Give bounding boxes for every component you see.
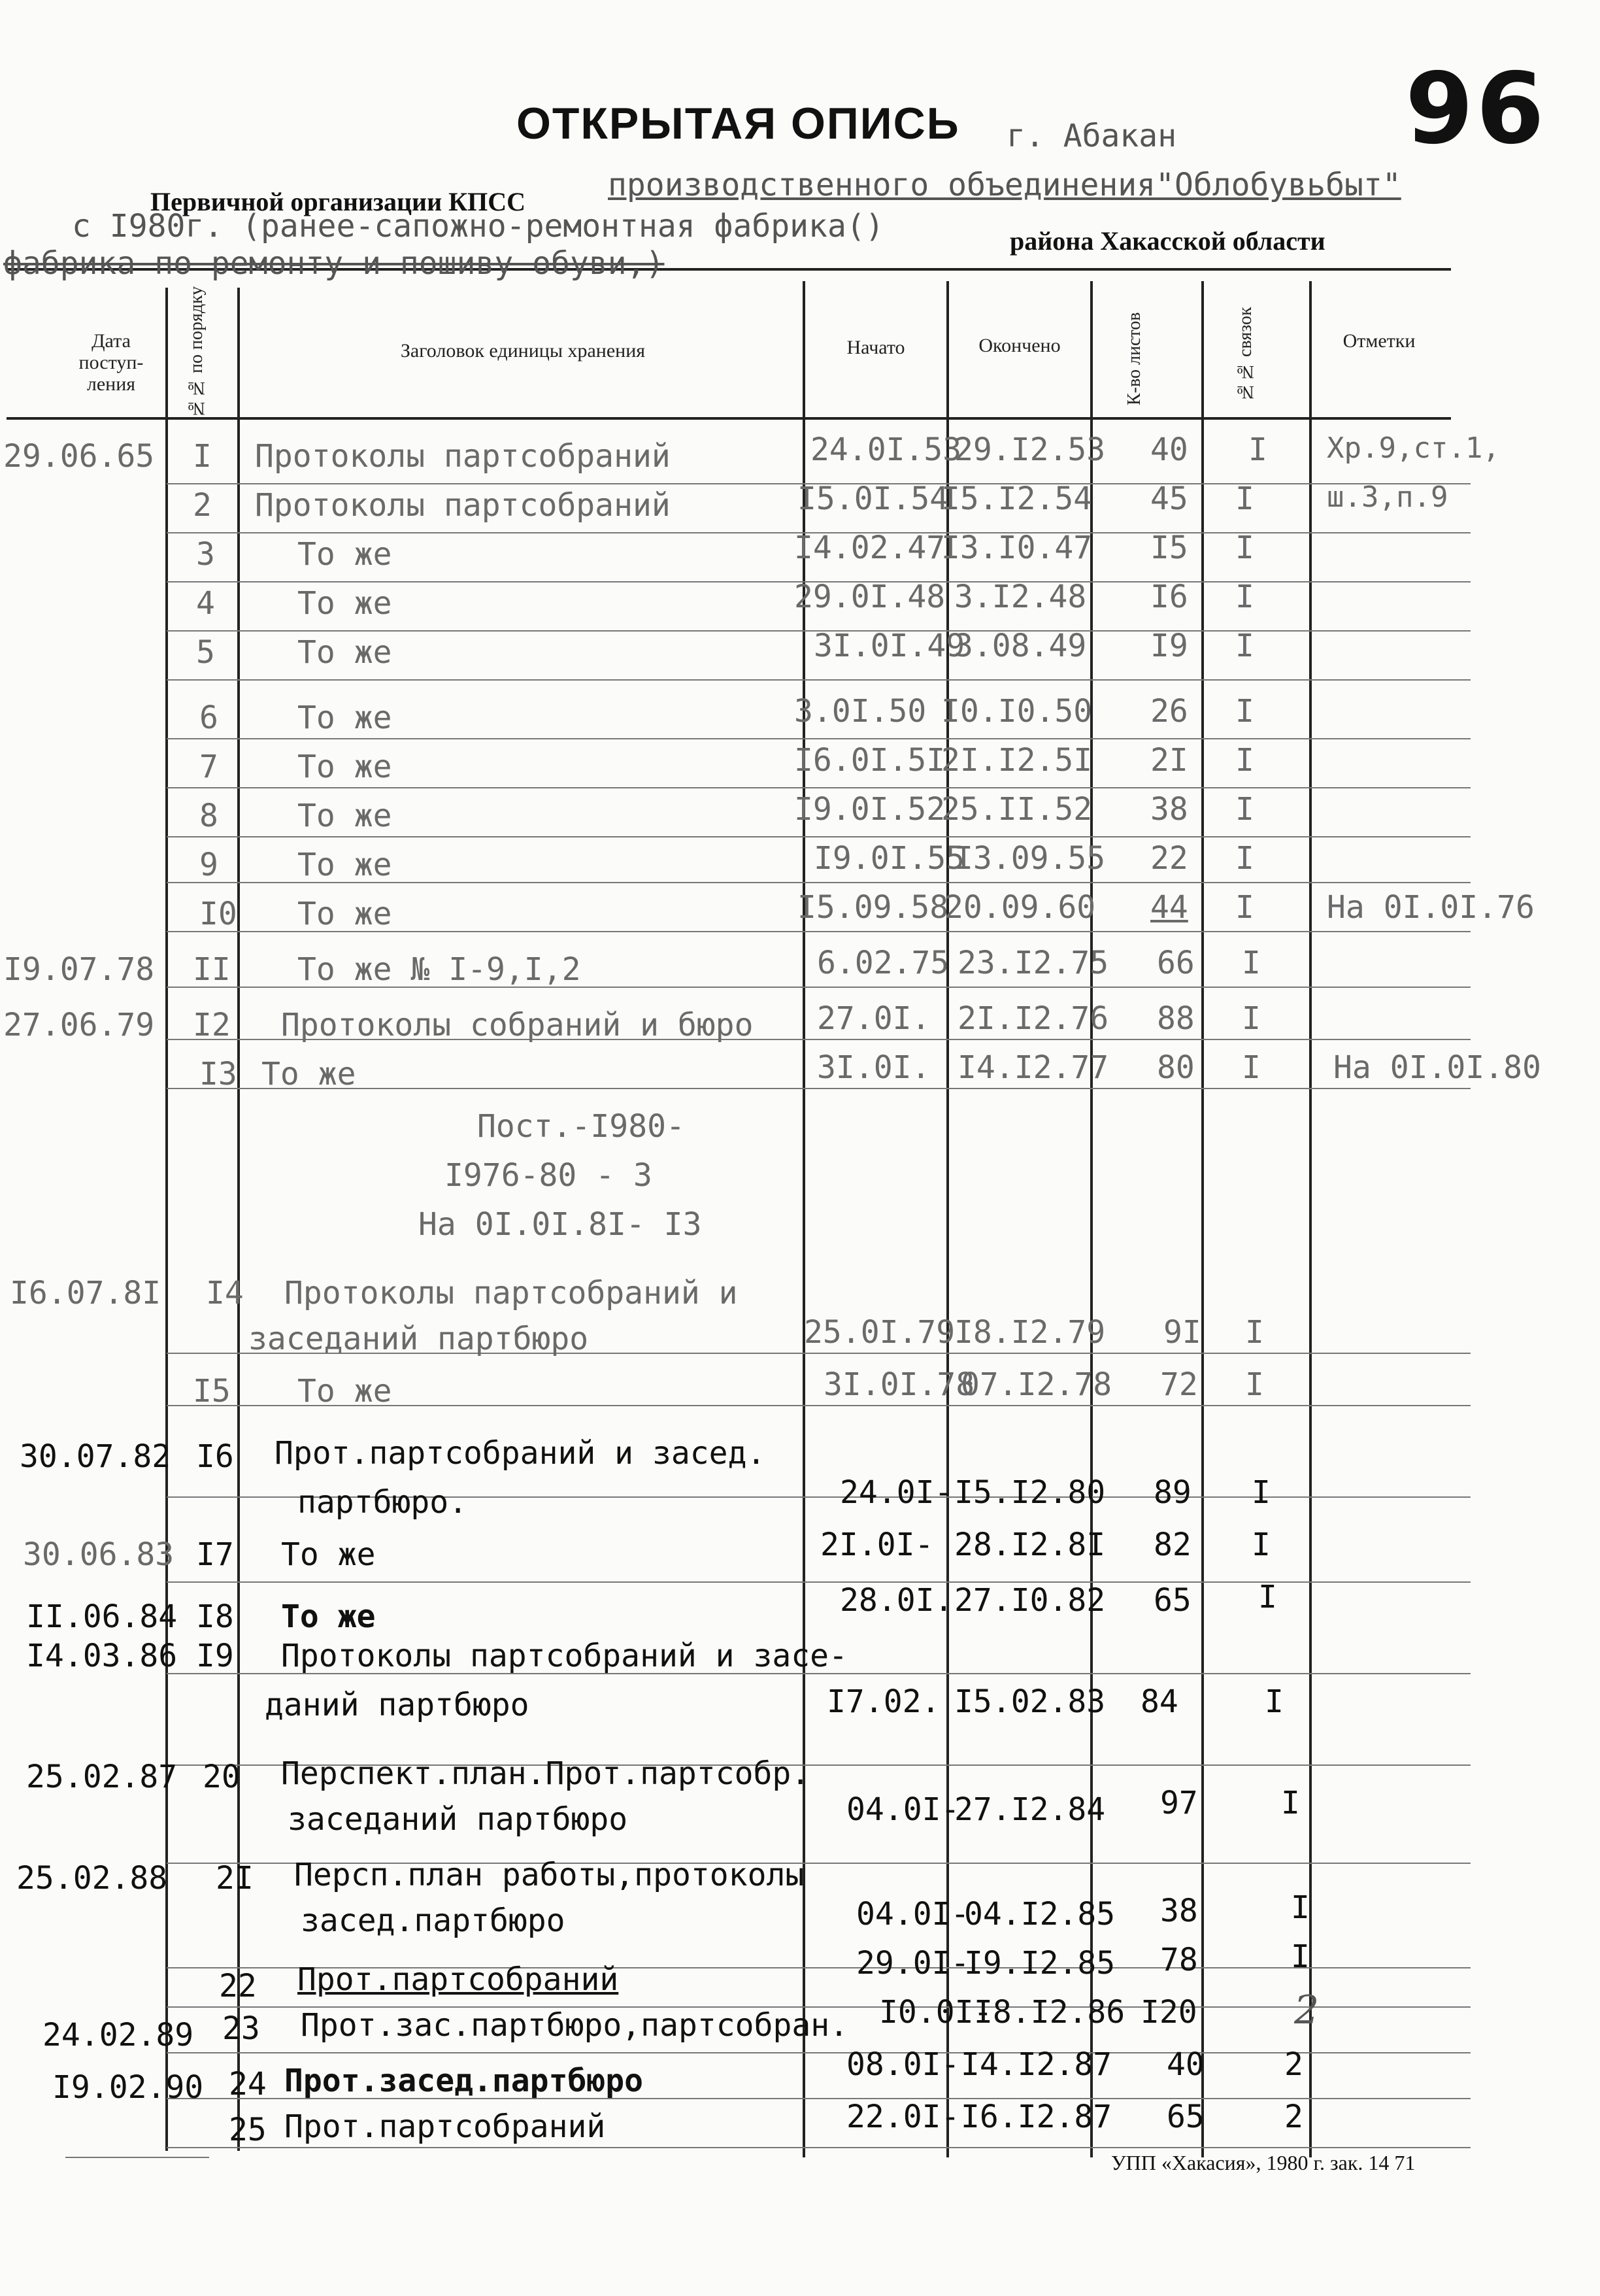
row-bundle: I	[1265, 1683, 1284, 1720]
row-title: Прот.зас.партбюро,партсобран.	[301, 2007, 849, 2044]
row-title: То же	[297, 749, 392, 785]
row-title-cont: заседаний партбюро	[248, 1321, 589, 1357]
row-end: 23.I2.75	[958, 945, 1109, 981]
row-start: I4.02.47	[794, 530, 946, 566]
row-end: I5.I2.80	[954, 1474, 1106, 1511]
row-num: 22	[219, 1968, 257, 2004]
row-date: I4.03.86	[26, 1638, 178, 1674]
row-sheets: 45	[1150, 481, 1188, 517]
row-end: I6.I2.87	[961, 2099, 1112, 2135]
row-sheets: 2I	[1150, 742, 1188, 779]
row-start: 3.0I.50	[794, 693, 927, 730]
row-sheets: 40	[1150, 431, 1188, 468]
row-title: То же	[281, 1598, 376, 1635]
row-bundle: I	[1235, 791, 1254, 828]
row-title: Прот.партсобраний и засед.	[275, 1435, 766, 1472]
row-num: II	[193, 951, 231, 988]
row-bundle: I	[1235, 889, 1254, 926]
row-title: То же	[297, 700, 392, 736]
col-notes-header: Отметки	[1342, 330, 1416, 352]
col-heading-header: Заголовок единицы хранения	[400, 340, 646, 362]
row-title-cont: заседаний партбюро	[288, 1801, 628, 1838]
row-sheets: 9I	[1163, 1314, 1201, 1351]
row-num: 9	[199, 847, 218, 883]
row-end: I4.I2.87	[961, 2046, 1112, 2083]
row-start: 2I.0I-	[820, 1527, 934, 1563]
row-start: I0.0I-	[879, 1994, 993, 2031]
row-title: Протоколы партсобраний и засе-	[281, 1638, 848, 1674]
row-sheets: 65	[1154, 1582, 1192, 1619]
row-bundle: 2	[1284, 2046, 1303, 2083]
row-sheets: 40	[1167, 2046, 1205, 2083]
row-start: 29.0I-	[856, 1945, 970, 1982]
row-end: I9.I2.85	[964, 1945, 1116, 1982]
row-title: То же	[297, 1373, 392, 1410]
row-bundle: I	[1235, 693, 1254, 730]
row-start: 04.0I-	[856, 1896, 970, 1933]
row-title: Протоколы партсобраний	[255, 438, 671, 475]
page-title: ОТКРЫТАЯ ОПИСЬ	[516, 99, 960, 148]
row-date: I9.07.78	[3, 951, 155, 988]
row-sheets: 26	[1150, 693, 1188, 730]
row-start: I9.0I.52	[794, 791, 946, 828]
row-num: 23	[222, 2010, 260, 2047]
row-title: То же	[261, 1056, 356, 1092]
row-num: I4	[206, 1275, 244, 1311]
row-start: I7.02.	[827, 1683, 941, 1720]
summary-line2: I976-80 - 3	[444, 1157, 652, 1194]
summary-line3: На 0I.0I.8I- I3	[418, 1206, 702, 1243]
row-bundle: I	[1235, 579, 1254, 615]
row-end: I5.02.83	[954, 1683, 1106, 1720]
row-num: I0	[199, 896, 237, 932]
row-sheets: 72	[1160, 1366, 1198, 1403]
row-start: I5.0I.54	[797, 481, 949, 517]
row-num: I7	[196, 1536, 234, 1573]
row-title: Персп.план работы,протоколы	[294, 1857, 805, 1893]
row-title-cont: партбюро.	[297, 1484, 468, 1521]
row-start: 27.0I.	[817, 1000, 931, 1037]
row-end: 20.09.60	[944, 889, 1096, 926]
row-sheets: 88	[1157, 1000, 1195, 1037]
row-num: I6	[196, 1438, 234, 1475]
row-start: 28.0I.	[840, 1582, 954, 1619]
row-title: То же	[297, 847, 392, 883]
col-bundle-header: №№ связок	[1235, 307, 1256, 402]
row-note: Хр.9,ст.1,	[1327, 431, 1500, 465]
row-bundle: I	[1235, 481, 1254, 517]
row-num: 2	[193, 487, 212, 524]
row-num: I8	[196, 1598, 234, 1635]
row-end: 25.II.52	[941, 791, 1093, 828]
row-bundle: I	[1281, 1785, 1300, 1821]
row-num: 3	[196, 536, 215, 573]
row-bundle: I	[1235, 628, 1254, 664]
row-title: Протоколы партсобраний	[255, 487, 671, 524]
row-start: I5.09.58	[797, 889, 949, 926]
row-end: I4.I2.77	[958, 1049, 1109, 1086]
row-bundle: I	[1242, 1049, 1261, 1086]
row-sheets: 97	[1160, 1785, 1198, 1821]
row-bundle: I	[1242, 1000, 1261, 1037]
row-end: 2I.I2.76	[958, 1000, 1109, 1037]
row-end: I8.I2.79	[954, 1314, 1106, 1351]
row-num: I2	[193, 1007, 231, 1043]
row-sheets: 65	[1167, 2099, 1205, 2135]
row-start: 3I.0I.78	[824, 1366, 975, 1403]
row-date: 27.06.79	[3, 1007, 155, 1043]
row-title-cont: даний партбюро	[265, 1687, 529, 1723]
summary-line1: Пост.-I980-	[477, 1108, 685, 1145]
row-start: 6.02.75	[817, 945, 950, 981]
row-num: 25	[229, 2112, 267, 2148]
row-start: 3I.0I.	[817, 1049, 931, 1086]
region-label: района Хакасской области	[1010, 226, 1325, 256]
row-sheets: I5	[1150, 530, 1188, 566]
row-bundle: I	[1252, 1474, 1271, 1511]
row-start: 24.0I-	[840, 1474, 954, 1511]
row-bundle: I	[1242, 945, 1261, 981]
row-end: 28.I2.8I	[954, 1527, 1106, 1563]
org-line2: с I980г. (ранее-сапожно-ремонтная фабрика()	[72, 208, 884, 245]
row-date: 30.06.83	[23, 1536, 175, 1573]
row-title: Прот.партсобраний	[284, 2108, 606, 2145]
row-sheets: 38	[1160, 1893, 1198, 1929]
row-date: I6.07.8I	[10, 1275, 161, 1311]
row-num: 5	[196, 634, 215, 671]
org-label: Первичной организации КПСС	[150, 187, 526, 216]
row-sheets: 84	[1141, 1683, 1178, 1720]
row-title: Протоколы собраний и бюро	[281, 1007, 754, 1043]
row-start: 29.0I.48	[794, 579, 946, 615]
row-title: Прот.засед.партбюро	[284, 2063, 644, 2099]
row-num: I3	[199, 1056, 237, 1092]
row-sheets: 89	[1154, 1474, 1192, 1511]
row-bundle: I	[1235, 840, 1254, 877]
row-start: 3I.0I.49	[814, 628, 965, 664]
row-note: ш.3,п.9	[1327, 481, 1448, 514]
row-end: 29.I2.53	[954, 431, 1106, 468]
row-num: 8	[199, 798, 218, 834]
col-num-header: №№ по порядку	[186, 286, 207, 418]
row-end: 3.I2.48	[954, 579, 1087, 615]
row-start: 04.0I-	[846, 1791, 960, 1828]
row-note: На 0I.0I.80	[1333, 1049, 1541, 1086]
city: г. Абакан	[1007, 118, 1177, 154]
row-date: 25.02.87	[26, 1759, 178, 1795]
row-title: То же	[297, 634, 392, 671]
row-start: 24.0I.53	[810, 431, 962, 468]
row-sheets: I9	[1150, 628, 1188, 664]
row-bundle: I	[1291, 1889, 1310, 1926]
row-title: То же № I-9,I,2	[297, 951, 581, 988]
page-number: 96	[1405, 52, 1547, 166]
row-bundle: 2	[1284, 2099, 1303, 2135]
row-end: 07.I2.78	[961, 1366, 1112, 1403]
row-num: I	[193, 438, 212, 475]
row-bundle: I	[1245, 1314, 1264, 1351]
col-date-header: Дата поступ-ления	[78, 330, 144, 395]
row-date: 29.06.65	[3, 438, 155, 475]
row-num: 7	[199, 749, 218, 785]
row-end: 27.I2.84	[954, 1791, 1106, 1828]
row-sheets: 22	[1150, 840, 1188, 877]
row-start: I6.0I.5I	[794, 742, 946, 779]
row-bundle: I	[1235, 530, 1254, 566]
row-bundle: I	[1291, 1938, 1310, 1975]
row-sheets: I6	[1150, 579, 1188, 615]
row-start: 25.0I.79	[804, 1314, 956, 1351]
row-sheets: I20	[1141, 1994, 1197, 2031]
row-bundle: I	[1248, 431, 1267, 468]
row-start: 08.0I-	[846, 2046, 960, 2083]
row-bundle: I	[1252, 1527, 1271, 1563]
row-end: I5.I2.54	[941, 481, 1093, 517]
col-sheets-header: К-во листов	[1124, 312, 1144, 405]
row-num: 2I	[216, 1860, 254, 1897]
row-num: I5	[193, 1373, 231, 1410]
row-num: 6	[199, 700, 218, 736]
row-num: I9	[196, 1638, 234, 1674]
row-date: I9.02.90	[52, 2069, 204, 2106]
row-title: Протоколы партсобраний и	[284, 1275, 738, 1311]
row-end: 2I.I2.5I	[941, 742, 1093, 779]
row-bundle: I	[1258, 1579, 1277, 1615]
row-title: Прот.партсобраний	[297, 1961, 619, 1998]
row-bundle: I	[1245, 1366, 1264, 1403]
row-num: 20	[203, 1759, 241, 1795]
row-num: 24	[229, 2066, 267, 2102]
row-sheets: 82	[1154, 1527, 1192, 1563]
row-sheets: 66	[1157, 945, 1195, 981]
row-end: I3.I0.47	[941, 530, 1093, 566]
row-title: То же	[297, 536, 392, 573]
col-start-header: Начато	[846, 337, 905, 358]
row-date: 24.02.89	[42, 2017, 194, 2053]
row-title: То же	[297, 798, 392, 834]
row-title: То же	[281, 1536, 376, 1573]
row-date: II.06.84	[26, 1598, 178, 1635]
row-title: То же	[297, 585, 392, 622]
row-sheets: 38	[1150, 791, 1188, 828]
org-name: производственного объединения"Облобувьбыт"	[608, 167, 1401, 203]
row-end: I3.09.55	[954, 840, 1106, 877]
row-num: 4	[196, 585, 215, 622]
row-date: 25.02.88	[16, 1860, 168, 1897]
row-end: 04.I2.85	[964, 1896, 1116, 1933]
org-line3: фабрика по ремонту и пошиву обуви,)	[3, 245, 665, 282]
row-start: 22.0I-	[846, 2099, 960, 2135]
row-bundle: 2	[1294, 1987, 1320, 2033]
row-sheets: 80	[1157, 1049, 1195, 1086]
row-start: I9.0I.55	[814, 840, 965, 877]
col-end-header: Окончено	[978, 335, 1061, 356]
row-date: 30.07.82	[20, 1438, 171, 1475]
row-sheets: 78	[1160, 1942, 1198, 1978]
printer-footer: УПП «Хакасия», 1980 г. зак. 14 71	[1111, 2151, 1416, 2174]
row-title: То же	[297, 896, 392, 932]
row-title-cont: засед.партбюро	[301, 1902, 565, 1939]
row-end: 27.I0.82	[954, 1582, 1106, 1619]
row-end: I0.I0.50	[941, 693, 1093, 730]
row-note: На 0I.0I.76	[1327, 889, 1535, 926]
row-end: 3.08.49	[954, 628, 1087, 664]
row-bundle: I	[1235, 742, 1254, 779]
row-end: I8.I2.86	[974, 1994, 1125, 2031]
row-sheets: 44	[1150, 889, 1188, 926]
row-title: Перспект.план.Прот.партсобр.	[281, 1755, 810, 1792]
